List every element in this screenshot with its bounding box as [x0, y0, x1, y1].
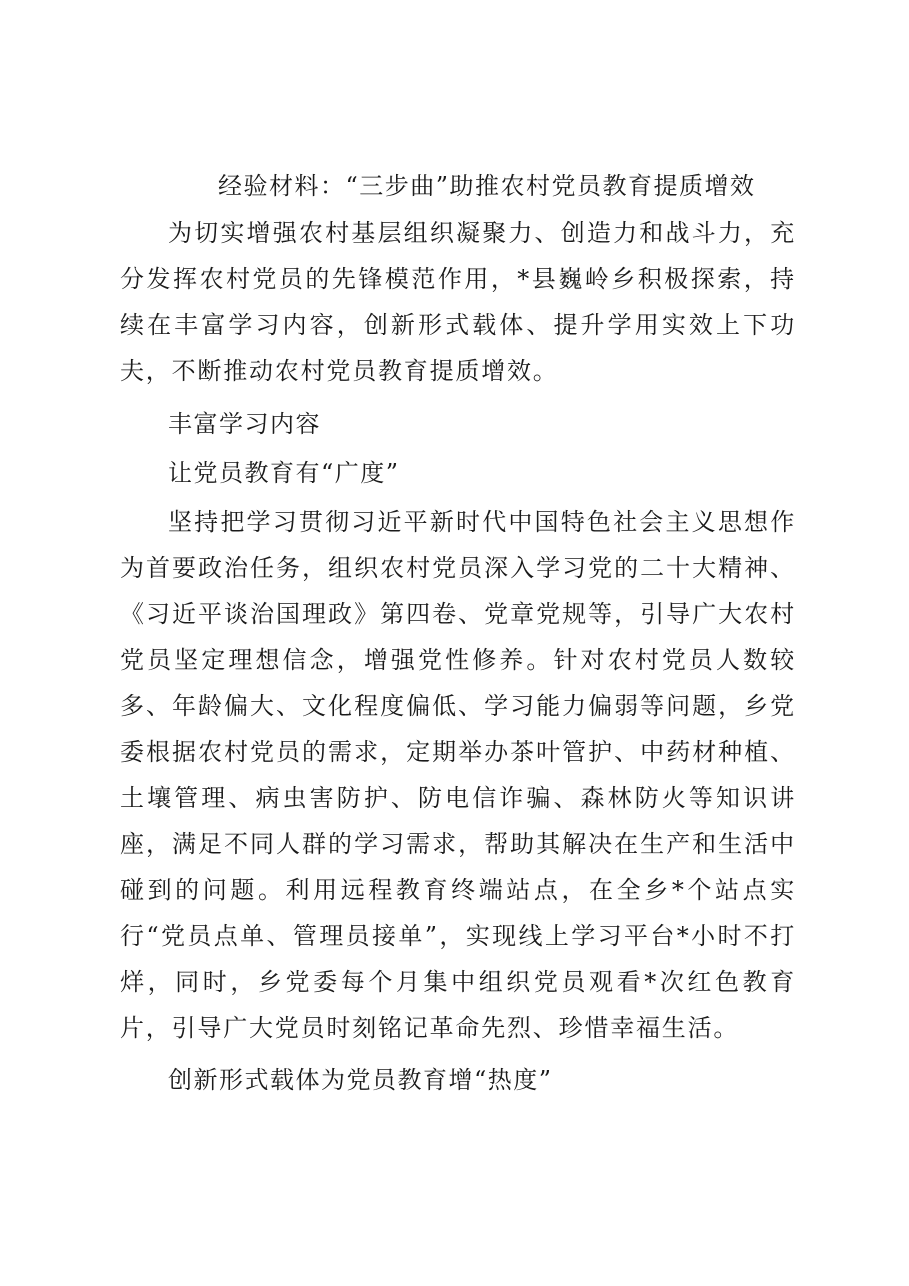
document-title: 经验材料：“三步曲”助推农村党员教育提质增效 [218, 172, 756, 200]
section-body-paragraph: 坚持把学习贯彻习近平新时代中国特色社会主义思想作为首要政治任务，组织农村党员深入学习党的二十大精神、《习近平谈治国理政》第四卷、党章党规等，引导广大农村党员坚定理想信念，增强党性修养。针对农村党员人数较多、年龄偏大、文化程度偏低、学习能力偏弱等问题，乡党委根据农村党员的需求，定期举办茶叶管护、中药材种植、土壤管理、病虫害防护、防电信诈骗、森林防火等知识讲座，满足不同人群的学习需求，帮助其解决在生产和生活中碰到的问题。利用远程教育终端站点，在全乡*个站点实行“党员点单、管理员接单”，实现线上学习平台*小时不打烊，同时，乡党委每个月集中组织党员观看*次红色教育片，引导广大党员时刻铭记革命先烈、珍惜幸福生活。 [120, 508, 796, 1042]
section-subheading-breadth: 让党员教育有“广度” [168, 459, 400, 487]
section-heading-content: 丰富学习内容 [168, 410, 321, 438]
intro-paragraph: 为切实增强农村基层组织凝聚力、创造力和战斗力，充分发挥农村党员的先锋模范作用，*县巍岭乡积极探索，持续在丰富学习内容，创新形式载体、提升学用实效上下功夫，不断推动农村党员教育提质增效。 [120, 219, 796, 385]
section-heading-format: 创新形式载体为党员教育增“热度” [168, 1066, 553, 1094]
